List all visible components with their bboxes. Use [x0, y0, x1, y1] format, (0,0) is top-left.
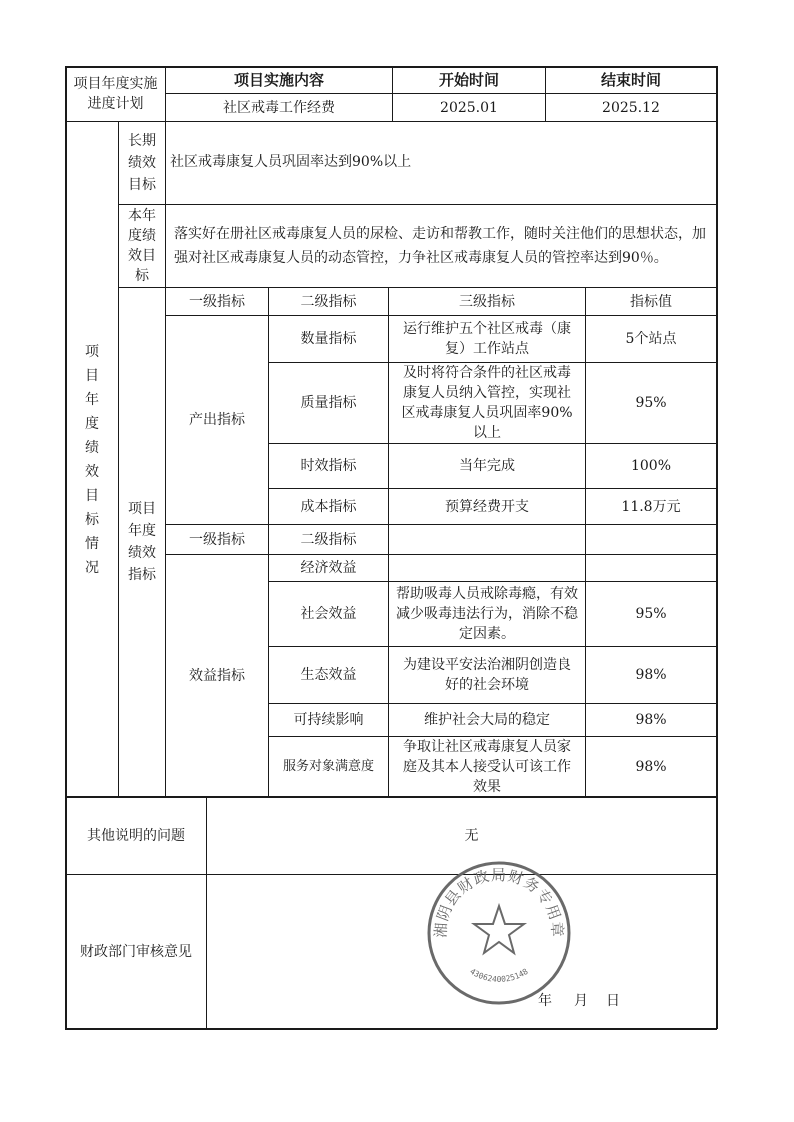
plan-end-date: 2025.12	[602, 99, 660, 116]
col-header-level3: 三级指标	[459, 293, 515, 310]
other-issues-label: 其他说明的问题	[87, 827, 185, 844]
plan-content: 社区戒毒工作经费	[223, 99, 335, 116]
output-indicator-label: 产出指标	[189, 412, 245, 428]
table-row-level3: 帮助吸毒人员戒除毒瘾，有效减少吸毒违法行为，消除不稳定因素。	[396, 586, 578, 642]
table-row-value: 98%	[635, 712, 667, 728]
plan-label: 项目年度实施进度计划	[73, 76, 158, 112]
benefit-indicator-label: 效益指标	[189, 667, 245, 684]
long-term-goal-text: 社区戒毒康复人员巩固率达到90%以上	[170, 154, 412, 170]
table-row-value: 100%	[630, 458, 672, 474]
plan-start-date: 2025.01	[440, 99, 498, 116]
plan-header-content: 项目实施内容	[233, 71, 324, 89]
table-row-level3: 及时将符合条件的社区戒毒康复人员纳入管控，实现社区戒毒康复人员巩固率90%以上	[401, 365, 573, 441]
other-issues-value: 无	[464, 827, 479, 844]
col-header-level1-b: 一级指标	[189, 531, 245, 548]
svg-text:4306240025148	[468, 967, 529, 984]
plan-header-end: 结束时间	[600, 71, 661, 89]
table-row-value: 98%	[635, 758, 667, 775]
table-row-value: 95%	[635, 395, 667, 411]
col-header-level1: 一级指标	[189, 293, 245, 310]
official-seal	[424, 858, 574, 1008]
table-row-level3: 预算经费开支	[445, 498, 529, 515]
table-row-level3: 为建设平安法治湘阴创造良好的社会环境	[403, 657, 571, 693]
table-row-level3: 运行维护五个社区戒毒（康复）工作站点	[403, 321, 571, 357]
col-header-level2: 二级指标	[300, 293, 357, 310]
finance-review-label: 财政部门审核意见	[80, 943, 192, 960]
annual-goal-text: 落实好在册社区戒毒康复人员的尿检、走访和帮教工作，随时关注他们的思想状态，加强对社区戒毒康复人员的动态管控，力争社区戒毒康复人员的管控率达到90％。	[174, 226, 706, 266]
date-month-label: 月	[574, 993, 588, 1009]
date-day-label: 日	[606, 993, 620, 1009]
table-row-value: 98%	[635, 667, 667, 683]
table-row-level3	[389, 555, 585, 581]
table-row-value: 11.8万元	[621, 498, 681, 515]
table-row-value	[586, 555, 716, 581]
table-row-level2: 数量指标	[300, 331, 357, 347]
date-year-label: 年	[538, 993, 552, 1009]
seal-code: 4306240025148	[468, 966, 530, 984]
table-row-value: 95%	[635, 606, 667, 622]
table-row-level2: 经济效益	[300, 560, 357, 576]
annual-goal-label: 本年度绩效目标	[128, 208, 156, 284]
table-row-level3: 当年完成	[459, 458, 515, 474]
indicators-label: 项目年度绩效指标	[128, 501, 156, 583]
table-row-level2: 时效指标	[300, 458, 357, 474]
table-row-level3: 维护社会大局的稳定	[424, 712, 550, 728]
col-header-level2-b: 二级指标	[300, 531, 357, 548]
table-row-level2: 可持续影响	[293, 712, 364, 728]
table-row-level2: 社会效益	[300, 606, 357, 622]
table-row-level3: 争取让社区戒毒康复人员家庭及其本人接受认可该工作效果	[403, 738, 571, 795]
table-row-level2: 服务对象满意度	[282, 758, 374, 774]
table-row-level2: 成本指标	[300, 498, 357, 515]
table-row-level2: 质量指标	[300, 395, 357, 411]
col-header-value: 指标值	[630, 293, 672, 310]
long-term-goal-label: 长期绩效目标	[128, 133, 156, 193]
table-row-value: 5个站点	[625, 331, 677, 347]
goals-section-label: 项目年度绩效目标情况	[85, 344, 99, 576]
svg-text:湘阴县财政局财务专用章	[432, 866, 567, 938]
table-row-level2: 生态效益	[300, 667, 357, 683]
seal-text: 湘阴县财政局财务专用章	[431, 866, 567, 939]
plan-header-start: 开始时间	[438, 71, 499, 89]
